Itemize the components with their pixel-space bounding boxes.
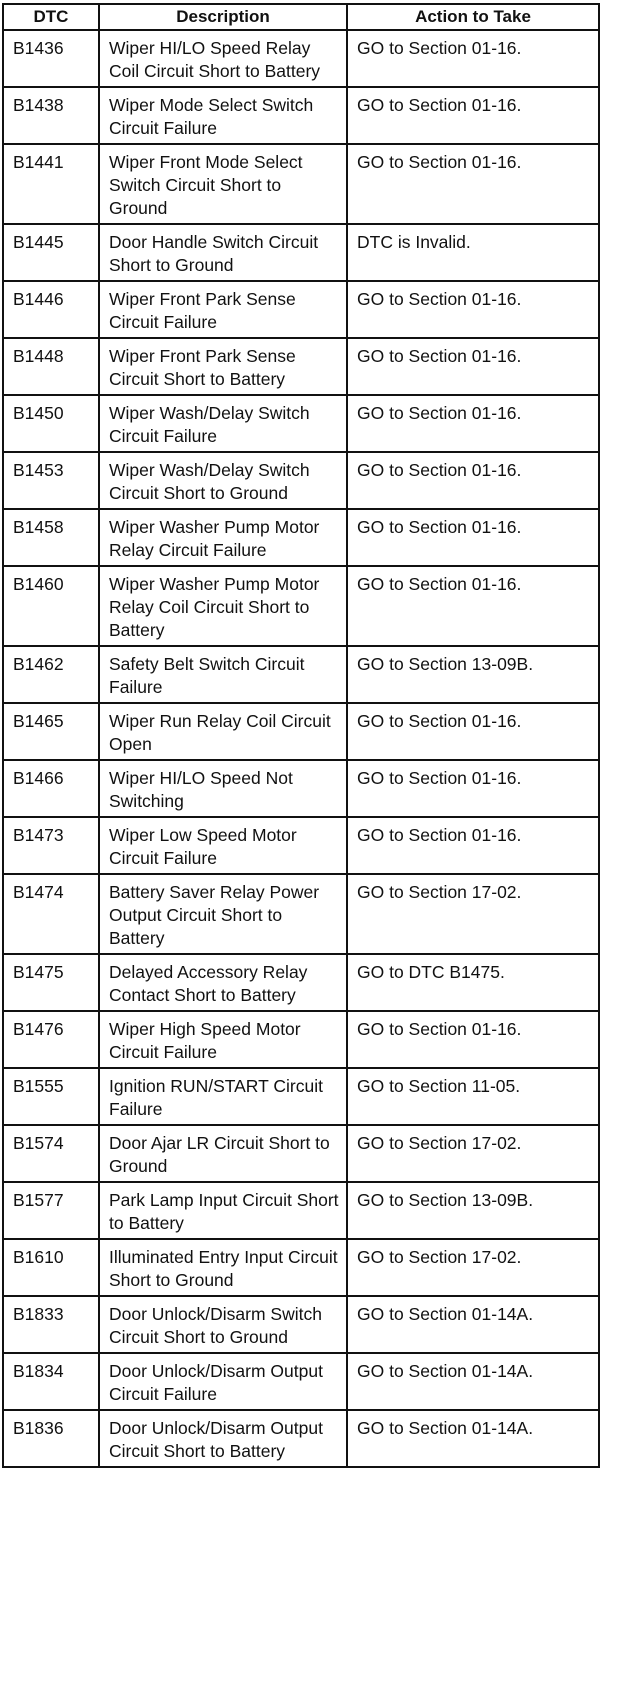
description-cell: Wiper Mode Select Switch Circuit Failure xyxy=(99,87,347,144)
description-cell: Wiper Low Speed Motor Circuit Failure xyxy=(99,817,347,874)
table-row xyxy=(3,760,599,817)
description-cell: Door Unlock/Disarm Output Circuit Failure xyxy=(99,1353,347,1410)
description-cell: Delayed Accessory Relay Contact Short to Battery xyxy=(99,954,347,1011)
table-row xyxy=(3,338,599,395)
description-cell: Wiper Wash/Delay Switch Circuit Failure xyxy=(99,395,347,452)
column-header-dtc: DTC xyxy=(3,4,99,30)
dtc-code-cell: B1453 xyxy=(3,452,99,509)
table-row xyxy=(3,566,599,646)
description-cell: Wiper HI/LO Speed Not Switching xyxy=(99,760,347,817)
action-cell: GO to Section 01-16. xyxy=(347,760,599,817)
dtc-table xyxy=(2,3,600,1468)
action-cell: GO to Section 13-09B. xyxy=(347,646,599,703)
description-cell: Wiper Washer Pump Motor Relay Coil Circuit Short to Battery xyxy=(99,566,347,646)
dtc-code-cell: B1577 xyxy=(3,1182,99,1239)
dtc-code-cell: B1610 xyxy=(3,1239,99,1296)
description-cell: Wiper Run Relay Coil Circuit Open xyxy=(99,703,347,760)
action-cell: GO to Section 01-14A. xyxy=(347,1296,599,1353)
table-row xyxy=(3,144,599,224)
dtc-code-cell: B1555 xyxy=(3,1068,99,1125)
table-row xyxy=(3,452,599,509)
description-cell: Wiper High Speed Motor Circuit Failure xyxy=(99,1011,347,1068)
table-row xyxy=(3,1410,599,1467)
action-cell: GO to DTC B1475. xyxy=(347,954,599,1011)
table-row xyxy=(3,874,599,954)
dtc-code-cell: B1458 xyxy=(3,509,99,566)
dtc-code-cell: B1445 xyxy=(3,224,99,281)
dtc-code-cell: B1836 xyxy=(3,1410,99,1467)
column-header-action: Action to Take xyxy=(347,4,599,30)
description-cell: Wiper Wash/Delay Switch Circuit Short to Ground xyxy=(99,452,347,509)
table-row xyxy=(3,1125,599,1182)
action-cell: GO to Section 01-16. xyxy=(347,452,599,509)
dtc-code-cell: B1574 xyxy=(3,1125,99,1182)
table-row xyxy=(3,1239,599,1296)
action-cell: GO to Section 01-14A. xyxy=(347,1410,599,1467)
table-row xyxy=(3,224,599,281)
description-cell: Illuminated Entry Input Circuit Short to Ground xyxy=(99,1239,347,1296)
table-row xyxy=(3,646,599,703)
table-row xyxy=(3,1182,599,1239)
table-row xyxy=(3,281,599,338)
column-header-description: Description xyxy=(99,4,347,30)
action-cell: GO to Section 01-16. xyxy=(347,509,599,566)
dtc-code-cell: B1834 xyxy=(3,1353,99,1410)
dtc-code-cell: B1476 xyxy=(3,1011,99,1068)
dtc-code-cell: B1473 xyxy=(3,817,99,874)
table-header-row xyxy=(3,4,599,30)
description-cell: Door Ajar LR Circuit Short to Ground xyxy=(99,1125,347,1182)
description-cell: Wiper HI/LO Speed Relay Coil Circuit Short to Battery xyxy=(99,30,347,87)
description-cell: Door Unlock/Disarm Output Circuit Short to Battery xyxy=(99,1410,347,1467)
action-cell: GO to Section 01-14A. xyxy=(347,1353,599,1410)
table-row xyxy=(3,509,599,566)
description-cell: Door Handle Switch Circuit Short to Ground xyxy=(99,224,347,281)
table-row xyxy=(3,703,599,760)
action-cell: GO to Section 01-16. xyxy=(347,1011,599,1068)
dtc-code-cell: B1462 xyxy=(3,646,99,703)
dtc-code-cell: B1474 xyxy=(3,874,99,954)
action-cell: GO to Section 01-16. xyxy=(347,703,599,760)
action-cell: GO to Section 01-16. xyxy=(347,30,599,87)
action-cell: GO to Section 17-02. xyxy=(347,1239,599,1296)
dtc-code-cell: B1436 xyxy=(3,30,99,87)
action-cell: GO to Section 17-02. xyxy=(347,874,599,954)
table-row xyxy=(3,30,599,87)
dtc-code-cell: B1450 xyxy=(3,395,99,452)
description-cell: Battery Saver Relay Power Output Circuit Short to Battery xyxy=(99,874,347,954)
description-cell: Park Lamp Input Circuit Short to Battery xyxy=(99,1182,347,1239)
table-row xyxy=(3,87,599,144)
dtc-code-cell: B1465 xyxy=(3,703,99,760)
action-cell: GO to Section 01-16. xyxy=(347,338,599,395)
action-cell: GO to Section 11-05. xyxy=(347,1068,599,1125)
dtc-code-cell: B1441 xyxy=(3,144,99,224)
table-row xyxy=(3,954,599,1011)
action-cell: GO to Section 01-16. xyxy=(347,817,599,874)
table-row xyxy=(3,1353,599,1410)
description-cell: Wiper Washer Pump Motor Relay Circuit Failure xyxy=(99,509,347,566)
dtc-code-cell: B1466 xyxy=(3,760,99,817)
table-row xyxy=(3,817,599,874)
dtc-code-cell: B1448 xyxy=(3,338,99,395)
action-cell: GO to Section 01-16. xyxy=(347,281,599,338)
action-cell: GO to Section 01-16. xyxy=(347,395,599,452)
dtc-code-cell: B1475 xyxy=(3,954,99,1011)
action-cell: DTC is Invalid. xyxy=(347,224,599,281)
action-cell: GO to Section 17-02. xyxy=(347,1125,599,1182)
description-cell: Wiper Front Mode Select Switch Circuit Short to Ground xyxy=(99,144,347,224)
description-cell: Ignition RUN/START Circuit Failure xyxy=(99,1068,347,1125)
description-cell: Wiper Front Park Sense Circuit Failure xyxy=(99,281,347,338)
dtc-code-cell: B1460 xyxy=(3,566,99,646)
action-cell: GO to Section 01-16. xyxy=(347,87,599,144)
table-body xyxy=(3,30,599,1467)
dtc-code-cell: B1438 xyxy=(3,87,99,144)
table-row xyxy=(3,1011,599,1068)
dtc-code-cell: B1446 xyxy=(3,281,99,338)
description-cell: Wiper Front Park Sense Circuit Short to Battery xyxy=(99,338,347,395)
action-cell: GO to Section 01-16. xyxy=(347,566,599,646)
table-row xyxy=(3,1296,599,1353)
action-cell: GO to Section 13-09B. xyxy=(347,1182,599,1239)
description-cell: Door Unlock/Disarm Switch Circuit Short to Ground xyxy=(99,1296,347,1353)
table-row xyxy=(3,395,599,452)
description-cell: Safety Belt Switch Circuit Failure xyxy=(99,646,347,703)
table-row xyxy=(3,1068,599,1125)
action-cell: GO to Section 01-16. xyxy=(347,144,599,224)
dtc-code-cell: B1833 xyxy=(3,1296,99,1353)
